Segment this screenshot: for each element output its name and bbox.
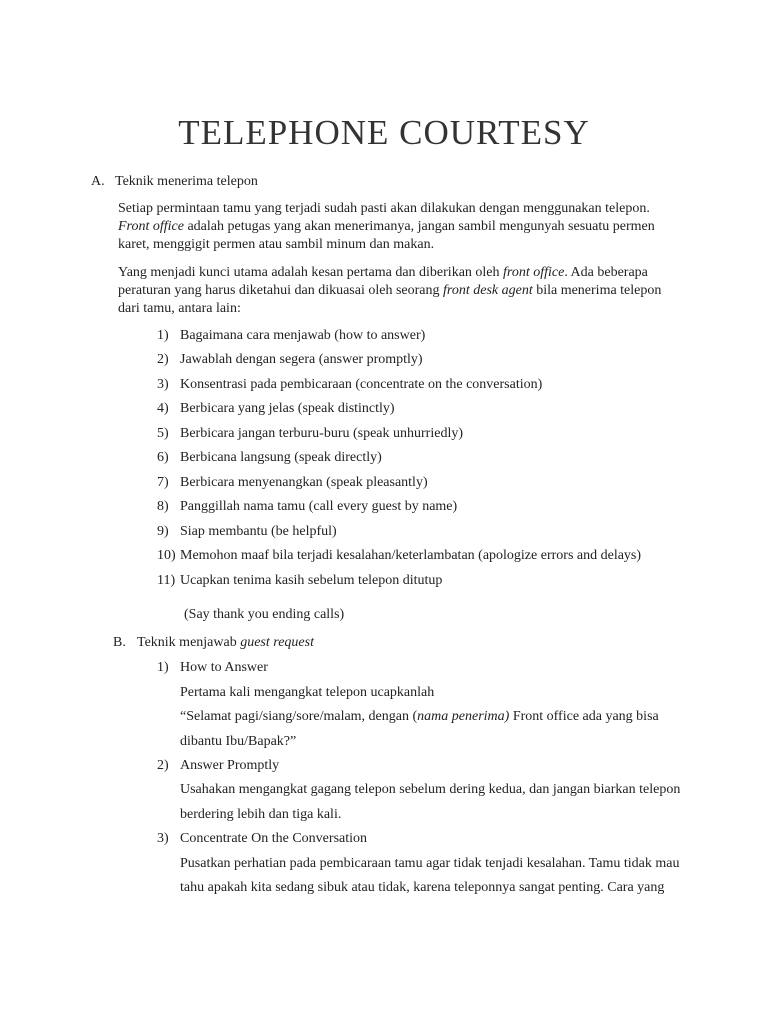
list-number: 1)	[157, 328, 169, 343]
paragraph-text: peraturan yang harus diketahui dan dikuasai oleh seorang	[118, 283, 444, 298]
list-number: 5)	[157, 426, 169, 441]
list-item	[157, 659, 268, 677]
paragraph-line	[118, 264, 658, 282]
list-text: How to Answer	[180, 660, 268, 675]
list-number: 11)	[157, 573, 176, 588]
list-text: Berbicara yang jelas (speak distinctly)	[180, 401, 395, 416]
list-item	[157, 400, 395, 418]
list-number: 1)	[157, 660, 169, 675]
paragraph-line	[118, 218, 658, 236]
paragraph-line	[118, 282, 662, 300]
list-text: Answer Promptly	[180, 758, 280, 773]
list-number: 4)	[157, 401, 169, 416]
list-item	[157, 757, 279, 775]
list-number: 2)	[157, 758, 169, 773]
section-b-heading	[113, 634, 314, 652]
list-text: Memohon maaf bila terjadi kesalahan/keterlambatan (apologize errors and delays)	[180, 548, 642, 563]
section-a-paragraph-2	[118, 264, 662, 318]
section-a-title: Teknik menerima telepon	[115, 174, 258, 189]
list-item	[157, 572, 442, 590]
emphasis-text: front desk agent	[443, 283, 533, 298]
list-item-body-line	[180, 708, 659, 726]
section-a-paragraph-1	[118, 200, 658, 254]
list-text: Bagaimana cara menjawab (how to answer)	[180, 328, 426, 343]
paragraph-line: Setiap permintaan tamu yang terjadi sudah pasti akan dilakukan dengan menggunakan telepon.	[118, 201, 650, 216]
paragraph-text: Front office ada yang bisa	[509, 709, 659, 724]
paragraph-line: karet, menggigit permen atau sambil minum dan makan.	[118, 237, 435, 252]
paragraph-text: Yang menjadi kunci utama adalah kesan pertama dan diberikan oleh	[118, 265, 504, 280]
list-item	[157, 327, 425, 345]
list-item-body-line: dibantu Ibu/Bapak?”	[180, 734, 297, 749]
emphasis-text: front office	[503, 265, 565, 280]
list-item	[157, 523, 337, 541]
section-a-heading	[91, 173, 258, 191]
list-number: 9)	[157, 524, 169, 539]
section-a-marker: A.	[91, 174, 105, 189]
list-number: 7)	[157, 475, 169, 490]
list-text: Jawablah dengan segera (answer promptly)	[180, 352, 423, 367]
list-item	[157, 425, 463, 443]
list-item-body-line: Pertama kali mengangkat telepon ucapkanlah	[180, 685, 435, 700]
list-text: Berbicara jangan terburu-buru (speak unhurriedly)	[180, 426, 463, 441]
list-item-body-line: berdering lebih dan tiga kali.	[180, 807, 342, 822]
list-number: 6)	[157, 450, 169, 465]
list-text: Berbicana langsung (speak directly)	[180, 450, 382, 465]
list-item	[157, 449, 382, 467]
paragraph-text: bila menerima telepon	[532, 283, 662, 298]
list-number: 8)	[157, 499, 169, 514]
section-b-title: Teknik menjawab	[137, 635, 241, 650]
list-number: 3)	[157, 831, 169, 846]
list-item	[157, 474, 428, 492]
list-text: Concentrate On the Conversation	[180, 831, 368, 846]
list-item-body-line: Usahakan mengangkat gagang telepon sebelum dering kedua, dan jangan biarkan telepon	[180, 782, 681, 797]
emphasis-text: nama penerima)	[417, 709, 510, 724]
section-b-marker: B.	[113, 635, 126, 650]
list-item	[157, 547, 641, 565]
list-text: Siap membantu (be helpful)	[180, 524, 337, 539]
list-number: 2)	[157, 352, 169, 367]
paragraph-line: dari tamu, antara lain:	[118, 301, 241, 316]
list-item-continuation: (Say thank you ending calls)	[184, 607, 345, 622]
list-item	[157, 376, 542, 394]
paragraph-text: . Ada beberapa	[564, 265, 648, 280]
list-item-body-line: tahu apakah kita sedang sibuk atau tidak, karena teleponnya sangat penting. Cara yang	[180, 880, 665, 895]
list-item	[157, 830, 367, 848]
list-text: Konsentrasi pada pembicaraan (concentrate on the conversation)	[180, 377, 543, 392]
emphasis-text: Front office	[118, 219, 184, 234]
list-item	[157, 351, 423, 369]
paragraph-text: “Selamat pagi/siang/sore/malam, dengan (	[180, 709, 418, 724]
list-number: 10)	[157, 548, 176, 563]
emphasis-text: guest request	[240, 635, 314, 650]
list-text: Ucapkan tenima kasih sebelum telepon ditutup	[180, 573, 443, 588]
list-item	[157, 498, 457, 516]
list-number: 3)	[157, 377, 169, 392]
list-text: Panggillah nama tamu (call every guest by name)	[180, 499, 458, 514]
paragraph-text: adalah petugas yang akan menerimanya, jangan sambil mengunyah sesuatu permen	[183, 219, 655, 234]
list-text: Berbicara menyenangkan (speak pleasantly)	[180, 475, 428, 490]
list-item-body-line: Pusatkan perhatian pada pembicaraan tamu agar tidak tenjadi kesalahan. Tamu tidak mau	[180, 856, 680, 871]
page-title: TELEPHONE COURTESY	[178, 113, 590, 152]
